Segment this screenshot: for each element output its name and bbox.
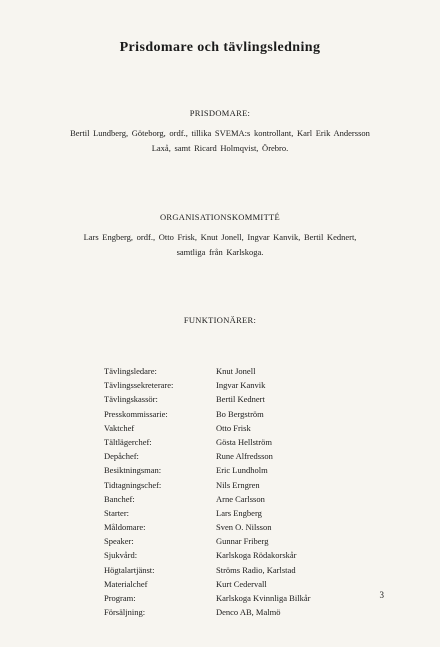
funktionar-row	[104, 605, 366, 619]
funktionar-role: Tävlingssekreterare:	[104, 380, 174, 391]
funktionar-role: Försäljning:	[104, 607, 146, 618]
prisdomare-text	[24, 126, 416, 156]
funktionar-name: Ingvar Kanvik	[216, 380, 266, 391]
funktionar-role: Besiktningsman:	[104, 465, 162, 476]
funktionar-name: Knut Jonell	[216, 366, 256, 376]
funktionar-name: Kurt Cedervall	[216, 578, 267, 589]
page-title: Prisdomare och tävlingsledning	[119, 40, 321, 55]
funktionar-row	[104, 435, 366, 449]
funktionar-name: Arne Carlsson	[216, 493, 265, 504]
funktionar-role: Materialchef	[104, 578, 148, 589]
funktionar-row	[104, 563, 366, 577]
funktionar-row	[104, 591, 366, 605]
funktionar-name: Ströms Radio, Karlstad	[216, 564, 296, 575]
funktionar-name: Bertil Kednert	[216, 394, 265, 405]
funktionar-row	[104, 463, 366, 477]
funktionar-name: Gösta Hellström	[216, 436, 272, 447]
funktionar-role: Vaktchef	[104, 422, 135, 433]
funktionar-row	[104, 492, 366, 506]
funktionar-name: Eric Lundholm	[216, 465, 268, 476]
funktionar-name: Denco AB, Malmö	[216, 607, 281, 618]
funktionar-row	[104, 378, 366, 392]
organisationskommitte-heading: ORGANISATIONSKOMMITTÉ	[159, 212, 281, 222]
funktionar-role: Starter:	[104, 507, 130, 518]
funktionar-row	[104, 577, 366, 591]
funktionarer-list	[104, 364, 366, 619]
funktionar-role: Måldomare:	[104, 522, 146, 533]
funktionar-role: Presskommissarie:	[104, 408, 168, 419]
funktionar-name: Otto Frisk	[216, 422, 251, 433]
funktionar-role: Sjukvård:	[104, 550, 138, 561]
funktionar-row	[104, 449, 366, 463]
funktionar-name: Karlskoga Kvinnliga Bilkår	[216, 593, 311, 603]
organisationskommitte-text	[24, 230, 416, 260]
funktionar-row	[104, 520, 366, 534]
funktionar-name: Bo Bergström	[216, 408, 264, 419]
funktionar-row	[104, 364, 366, 378]
organisationskommitte-line: Lars Engberg, ordf., Otto Frisk, Knut Jonell, Ingvar Kanvik, Bertil Kednert,	[83, 232, 357, 242]
funktionar-row	[104, 548, 366, 562]
funktionar-row	[104, 392, 366, 406]
funktionar-role: Depåchef:	[104, 451, 139, 462]
funktionar-role: Speaker:	[104, 536, 134, 547]
funktionar-name: Rune Alfredsson	[216, 451, 273, 462]
page-number: 3	[379, 590, 384, 600]
funktionar-name: Sven O. Nilsson	[216, 522, 272, 533]
funktionar-name: Gunnar Friberg	[216, 536, 269, 547]
funktionar-name: Lars Engberg	[216, 507, 262, 518]
funktionar-row	[104, 421, 366, 435]
funktionar-name: Karlskoga Rödakorskår	[216, 550, 297, 561]
funktionar-role: Tältlägerchef:	[104, 436, 152, 447]
funktionar-role: Program:	[104, 593, 136, 603]
organisationskommitte-line: samtliga från Karlskoga.	[176, 247, 264, 257]
funktionar-role: Högtalartjänst:	[104, 564, 155, 575]
prisdomare-heading: PRISDOMARE:	[189, 108, 251, 118]
funktionar-role: Banchef:	[104, 493, 135, 504]
funktionar-name: Nils Erngren	[216, 479, 260, 490]
prisdomare-line: Laxå, samt Ricard Holmqvist, Örebro.	[151, 143, 289, 153]
funktionar-row	[104, 407, 366, 421]
funktionar-row	[104, 506, 366, 520]
funktionar-row	[104, 534, 366, 548]
funktionarer-heading: FUNKTIONÄRER:	[183, 315, 257, 325]
funktionar-role: Tävlingsledare:	[104, 366, 157, 376]
prisdomare-line: Bertil Lundberg, Göteborg, ordf., tillika SVEMA:s kontrollant, Karl Erik Andersson	[70, 128, 370, 138]
funktionar-row	[104, 478, 366, 492]
funktionar-role: Tävlingskassör:	[104, 394, 158, 405]
funktionar-role: Tidtagningschef:	[104, 479, 162, 490]
